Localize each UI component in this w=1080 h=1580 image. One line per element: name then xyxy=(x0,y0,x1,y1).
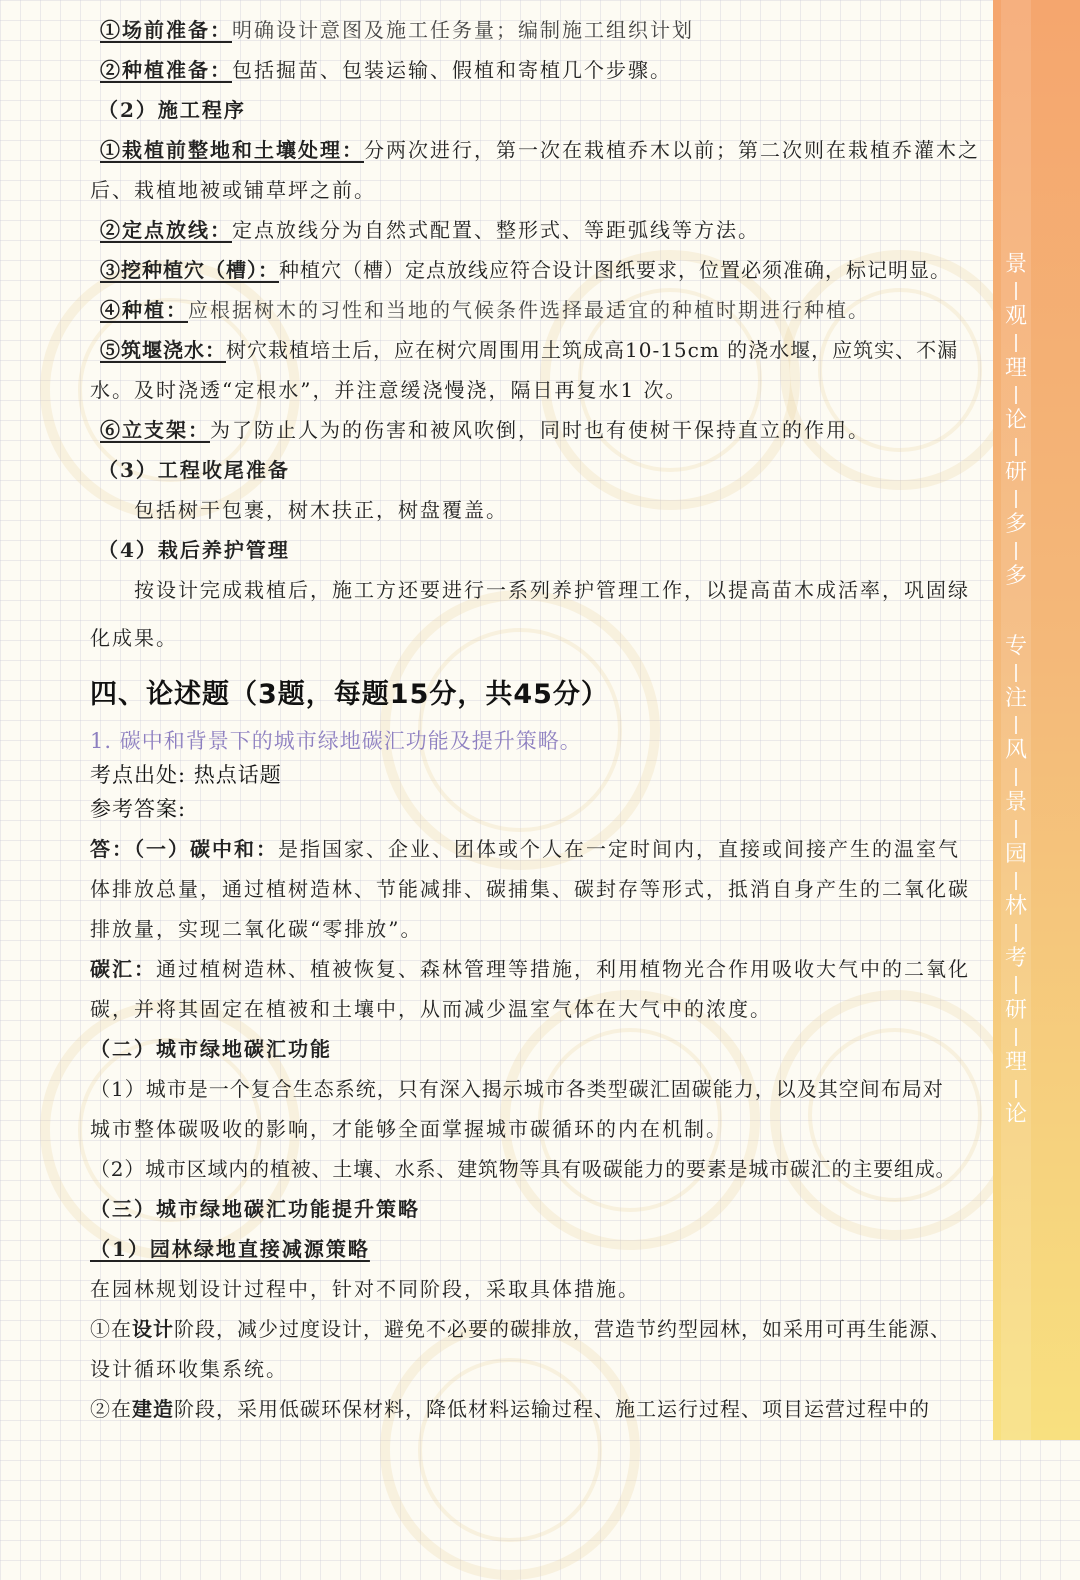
text-line xyxy=(90,134,980,163)
side-divider xyxy=(1015,664,1017,682)
question-source: 考点出处: 热点话题 xyxy=(90,763,282,787)
side-char: 多 xyxy=(1004,512,1027,537)
answer-line: （2）城市区域内的植被、土壤、水系、建筑物等具有吸碳能力的要素是城市碳汇的主要组成。 xyxy=(90,1157,957,1181)
item-text: 分两次进行，第一次在栽植乔木以前；第二次则在栽植乔灌木之 xyxy=(364,138,980,162)
text-line xyxy=(90,414,870,443)
side-char: 考 xyxy=(1004,946,1027,971)
question-title: 1. 碳中和背景下的城市绿地碳汇功能及提升策略。 xyxy=(90,729,582,753)
side-char: 专 xyxy=(1004,634,1027,659)
side-char: 景 xyxy=(1004,252,1027,277)
item-text: 树穴栽植培土后，应在树穴周围用土筑成高10-15cm 的浇水堰，应筑实、不漏 xyxy=(226,338,959,362)
item-text: 为了防止人为的伤害和被风吹倒，同时也有使树干保持直立的作用。 xyxy=(210,418,870,442)
answer-text: 阶段，减少过度设计，避免不必要的碳排放，营造节约型园林，如采用可再生能源、 xyxy=(174,1317,951,1341)
text-line xyxy=(90,294,870,323)
answer-term: 设计 xyxy=(132,1317,174,1341)
text-line xyxy=(90,334,958,363)
side-divider xyxy=(1015,490,1017,508)
item-label: ②种植准备： xyxy=(100,58,232,82)
text-line xyxy=(90,254,951,283)
text-line: 水。及时浇透“定根水”，并注意缓浇慢浇，隔日再复水1 次。 xyxy=(90,378,688,402)
answer-line xyxy=(90,1313,951,1342)
side-char: 论 xyxy=(1004,1102,1027,1127)
side-char: 风 xyxy=(1004,738,1027,763)
subheading: （1）园林绿地直接减源策略 xyxy=(90,1237,370,1261)
side-char: 园 xyxy=(1004,842,1027,867)
text-line: 按设计完成栽植后，施工方还要进行一系列养护管理工作，以提高苗木成活率，巩固绿 xyxy=(134,578,970,602)
item-label: ③挖种植穴（槽）： xyxy=(100,258,279,282)
item-label: ①场前准备： xyxy=(100,18,232,42)
subheading: （3）工程收尾准备 xyxy=(98,458,290,482)
answer-line: 在园林规划设计过程中，针对不同阶段，采取具体措施。 xyxy=(90,1277,640,1301)
side-char: 研 xyxy=(1004,998,1027,1023)
answer-line: 体排放总量，通过植树造林、节能减排、碳捕集、碳封存等形式，抵消自身产生的二氧化碳 xyxy=(90,877,970,901)
answer-text: 阶段，采用低碳环保材料，降低材料运输过程、施工运行过程、项目运营过程中的 xyxy=(174,1397,930,1421)
side-divider xyxy=(1015,872,1017,890)
side-banner-title xyxy=(1000,250,1032,1130)
side-char: 林 xyxy=(1004,894,1027,919)
answer-line: 设计循环收集系统。 xyxy=(90,1357,288,1381)
side-divider xyxy=(1015,438,1017,456)
item-label: ⑥立支架： xyxy=(100,418,210,442)
answer-term: 答：（一）碳中和： xyxy=(90,837,278,861)
side-char: 观 xyxy=(1004,304,1027,329)
answer-line: （1）城市是一个复合生态系统，只有深入揭示城市各类型碳汇固碳能力，以及其空间布局对 xyxy=(90,1077,944,1101)
side-char: 研 xyxy=(1004,460,1027,485)
answer-term: 碳汇： xyxy=(90,957,156,981)
side-char: 论 xyxy=(1004,408,1027,433)
text-line xyxy=(90,54,672,83)
subheading: （三）城市绿地碳汇功能提升策略 xyxy=(90,1197,420,1221)
answer-text: 通过植树造林、植被恢复、森林管理等措施，利用植物光合作用吸收大气中的二氧化 xyxy=(156,957,970,981)
side-char: 理 xyxy=(1004,356,1027,381)
item-text: 定点放线分为自然式配置、整形式、等距弧线等方法。 xyxy=(232,218,760,242)
answer-text: ①在 xyxy=(90,1317,132,1341)
section-heading: 四、论述题（3题，每题15分，共45分） xyxy=(90,679,609,710)
answer-line: 碳，并将其固定在植被和土壤中，从而减少温室气体在大气中的浓度。 xyxy=(90,997,772,1021)
item-text: 种植穴（槽）定点放线应符合设计图纸要求，位置必须准确，标记明显。 xyxy=(279,258,951,282)
item-label: ⑤筑堰浇水： xyxy=(100,338,226,362)
side-divider xyxy=(1015,1080,1017,1098)
side-divider xyxy=(1015,976,1017,994)
side-divider xyxy=(1015,820,1017,838)
answer-text: 是指国家、企业、团体或个人在一定时间内，直接或间接产生的温室气 xyxy=(278,837,960,861)
watermark-seal xyxy=(770,990,1020,1240)
side-divider xyxy=(1015,282,1017,300)
side-char: 景 xyxy=(1004,790,1027,815)
side-divider xyxy=(1015,1028,1017,1046)
item-label: ②定点放线： xyxy=(100,218,232,242)
watermark-seal xyxy=(380,1320,640,1580)
subheading: （4）栽后养护管理 xyxy=(98,538,290,562)
text-line: 包括树干包裹，树木扶正，树盘覆盖。 xyxy=(134,498,508,522)
side-char: 理 xyxy=(1004,1050,1027,1075)
text-line xyxy=(90,14,694,43)
watermark-seal xyxy=(780,250,1020,490)
side-divider xyxy=(1015,542,1017,560)
item-text: 应根据树木的习性和当地的气候条件选择最适宜的种植时期进行种植。 xyxy=(188,298,870,322)
item-text: 包括掘苗、包装运输、假植和寄植几个步骤。 xyxy=(232,58,672,82)
answer-line xyxy=(90,1393,930,1422)
text-line: 后、栽植地被或铺草坪之前。 xyxy=(90,178,376,202)
subheading: （2）施工程序 xyxy=(98,98,246,122)
answer-label: 参考答案: xyxy=(90,797,187,821)
side-divider xyxy=(1015,386,1017,404)
side-divider xyxy=(1015,334,1017,352)
answer-text: ②在 xyxy=(90,1397,132,1421)
item-text: 明确设计意图及施工任务量；编制施工组织计划 xyxy=(232,18,694,42)
subheading: （二）城市绿地碳汇功能 xyxy=(90,1037,332,1061)
side-divider xyxy=(1015,768,1017,786)
answer-line: 城市整体碳吸收的影响，才能够全面掌握城市碳循环的内在机制。 xyxy=(90,1117,728,1141)
side-char: 多 xyxy=(1004,564,1027,589)
answer-line xyxy=(90,953,970,982)
answer-line: 排放量，实现二氧化碳“零排放”。 xyxy=(90,917,423,941)
side-divider xyxy=(1015,716,1017,734)
side-divider xyxy=(1015,924,1017,942)
text-line: 化成果。 xyxy=(90,626,178,650)
item-label: ④种植： xyxy=(100,298,188,322)
answer-term: 建造 xyxy=(132,1397,174,1421)
answer-line xyxy=(90,833,960,862)
item-label: ①栽植前整地和土壤处理： xyxy=(100,138,364,162)
side-char: 注 xyxy=(1004,686,1027,711)
text-line xyxy=(90,214,760,243)
